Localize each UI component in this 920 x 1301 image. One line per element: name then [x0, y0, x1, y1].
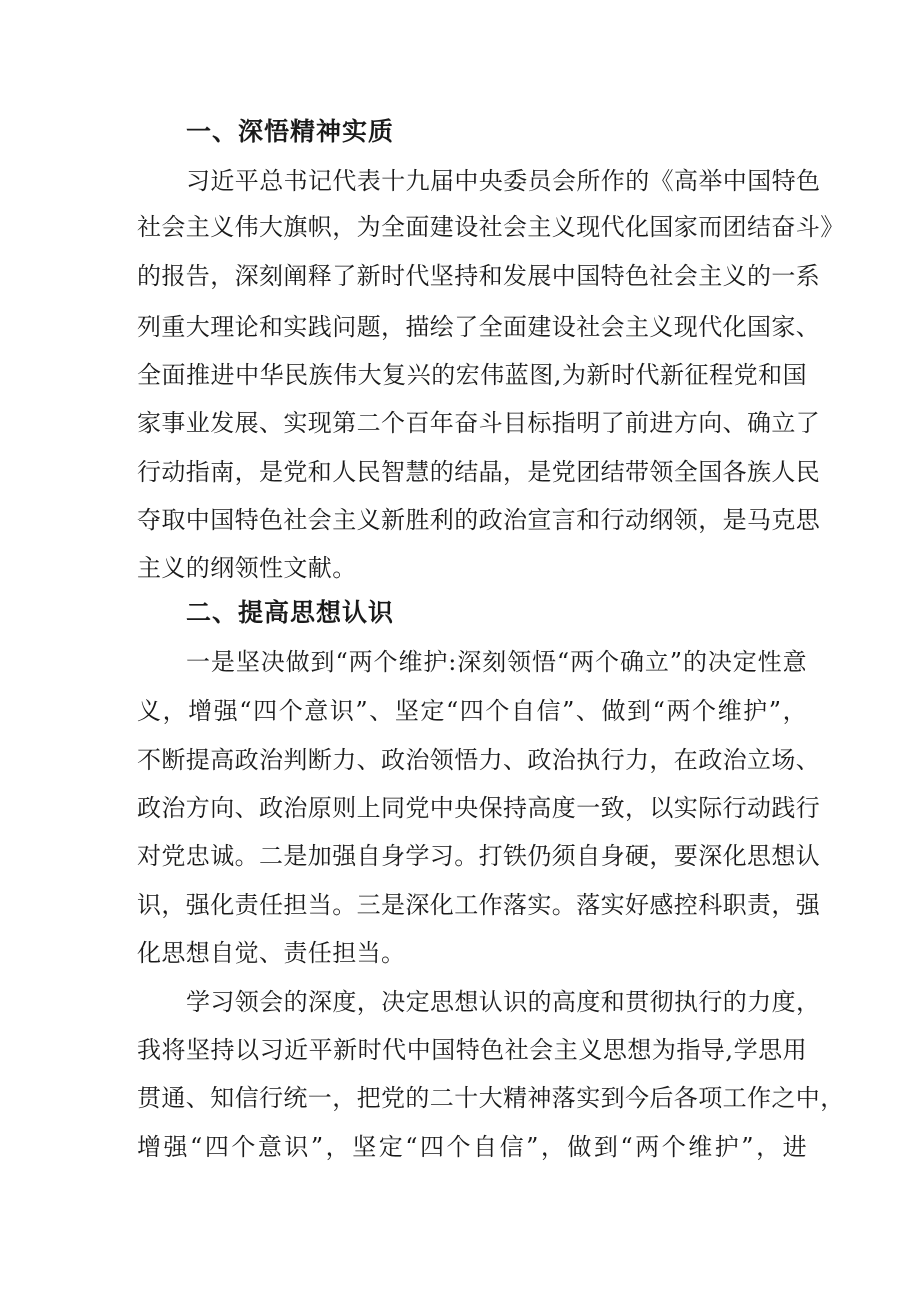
paragraph-line: 学习领会的深度，决定思想认识的高度和贯彻执行的力度， [186, 988, 821, 1016]
paragraph-line: 不断提高政治判断力、政治领悟力、政治执行力，在政治立场、 [137, 746, 821, 774]
paragraph-line: 政治方向、政治原则上同党中央保持高度一致，以实际行动践行 [137, 794, 821, 822]
paragraph-line: 夺取中国特色社会主义新胜利的政治宣言和行动纲领，是马克思 [137, 506, 821, 534]
paragraph-line: 行动指南，是党和人民智慧的结晶，是党团结带领全国各族人民 [137, 458, 821, 486]
section-heading-1: 一、深悟精神实质 [186, 117, 395, 146]
paragraph-line: 我将坚持以习近平新时代中国特色社会主义思想为指导,学思用 [137, 1036, 807, 1064]
paragraph-line: 贯通、知信行统一，把党的二十大精神落实到今后各项工作之中， [137, 1084, 845, 1112]
paragraph-line: 社会主义伟大旗帜，为全面建设社会主义现代化国家而团结奋斗》 [137, 213, 845, 241]
paragraph-line: 全面推进中华民族伟大复兴的宏伟蓝图,为新时代新征程党和国 [137, 361, 807, 389]
paragraph-line: 对党忠诚。二是加强自身学习。打铁仍须自身硬，要深化思想认 [137, 842, 821, 870]
section-heading-2: 二、提高思想认识 [186, 598, 395, 627]
paragraph-line: 增强“四个意识”，坚定“四个自信”，做到“两个维护”，进 [137, 1133, 807, 1161]
paragraph-line: 家事业发展、实现第二个百年奋斗目标指明了前进方向、确立了 [137, 409, 821, 437]
paragraph-line: 主义的纲领性文献。 [137, 554, 357, 582]
paragraph-line: 一是坚决做到“两个维护:深刻领悟“两个确立”的决定性意 [186, 648, 807, 676]
paragraph-line: 的报告，深刻阐释了新时代坚持和发展中国特色社会主义的一系 [137, 262, 821, 290]
paragraph-line: 列重大理论和实践问题，描绘了全面建设社会主义现代化国家、 [137, 313, 821, 341]
paragraph-line: 义，增强“四个意识”、坚定“四个自信”、做到“两个维护”， [137, 697, 807, 725]
paragraph-line: 识，强化责任担当。三是深化工作落实。落实好感控科职责，强 [137, 891, 821, 919]
paragraph-line: 习近平总书记代表十九届中央委员会所作的《高举中国特色 [186, 167, 821, 195]
paragraph-line: 化思想自觉、责任担当。 [137, 939, 406, 967]
